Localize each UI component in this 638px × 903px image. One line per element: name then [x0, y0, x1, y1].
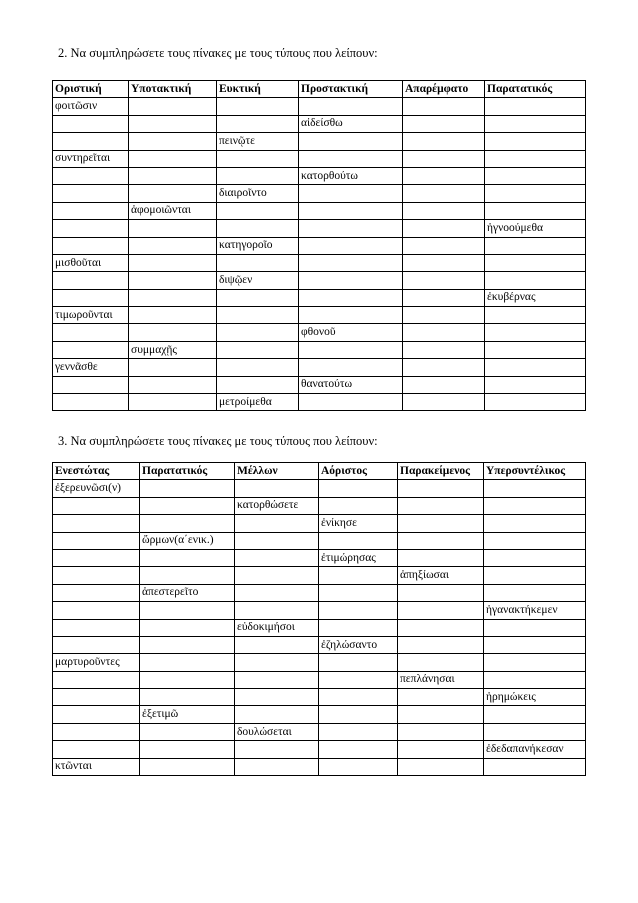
blank-answer-cell[interactable] [53, 532, 140, 549]
blank-answer-cell[interactable] [484, 758, 586, 775]
blank-answer-cell[interactable] [299, 272, 403, 289]
blank-answer-cell[interactable] [398, 549, 484, 566]
blank-answer-cell[interactable] [140, 619, 235, 636]
blank-answer-cell[interactable] [53, 602, 140, 619]
given-form-cell: αἰδείσθω [299, 115, 403, 132]
given-form-cell: εὐδοκιμήσοι [235, 619, 319, 636]
blank-answer-cell[interactable] [217, 150, 299, 167]
blank-answer-cell[interactable] [217, 202, 299, 219]
blank-answer-cell[interactable] [403, 289, 485, 306]
table-row [53, 254, 586, 271]
blank-answer-cell[interactable] [403, 272, 485, 289]
given-form-cell: τιμωροῦνται [53, 307, 129, 324]
blank-answer-cell[interactable] [53, 723, 140, 740]
blank-answer-cell[interactable] [299, 289, 403, 306]
column-header: Παρατατικός [140, 463, 235, 480]
blank-answer-cell[interactable] [53, 237, 129, 254]
blank-answer-cell[interactable] [319, 654, 398, 671]
blank-answer-cell[interactable] [235, 758, 319, 775]
blank-answer-cell[interactable] [319, 602, 398, 619]
blank-answer-cell[interactable] [403, 324, 485, 341]
blank-answer-cell[interactable] [403, 359, 485, 376]
blank-answer-cell[interactable] [485, 237, 586, 254]
blank-answer-cell[interactable] [398, 602, 484, 619]
blank-answer-cell[interactable] [484, 706, 586, 723]
blank-answer-cell[interactable] [235, 741, 319, 758]
blank-answer-cell[interactable] [235, 567, 319, 584]
blank-answer-cell[interactable] [129, 115, 217, 132]
blank-answer-cell[interactable] [484, 584, 586, 601]
table-row [53, 706, 586, 723]
blank-answer-cell[interactable] [484, 671, 586, 688]
given-form-cell: συμμαχῇς [129, 341, 217, 358]
given-form-cell: γεννᾶσθε [53, 359, 129, 376]
blank-answer-cell[interactable] [319, 584, 398, 601]
blank-answer-cell[interactable] [217, 359, 299, 376]
blank-answer-cell[interactable] [53, 220, 129, 237]
blank-answer-cell[interactable] [403, 341, 485, 358]
blank-answer-cell[interactable] [299, 237, 403, 254]
blank-answer-cell[interactable] [53, 515, 140, 532]
blank-answer-cell[interactable] [53, 289, 129, 306]
given-form-cell: ὥρμων(α΄ενικ.) [140, 532, 235, 549]
given-form-cell: ἠγνοούμεθα [485, 220, 586, 237]
blank-answer-cell[interactable] [129, 133, 217, 150]
given-form-cell: δουλώσεται [235, 723, 319, 740]
blank-answer-cell[interactable] [217, 289, 299, 306]
table-row [53, 272, 586, 289]
table-header-row [53, 463, 586, 480]
table-row [53, 741, 586, 758]
given-form-cell: μετροίμεθα [217, 394, 299, 411]
blank-answer-cell[interactable] [398, 689, 484, 706]
blank-answer-cell[interactable] [485, 202, 586, 219]
given-form-cell: ἐκυβέρνας [485, 289, 586, 306]
table-row [53, 515, 586, 532]
given-form-cell: φθονοῦ [299, 324, 403, 341]
blank-answer-cell[interactable] [485, 376, 586, 393]
blank-answer-cell[interactable] [53, 341, 129, 358]
blank-answer-cell[interactable] [403, 307, 485, 324]
blank-answer-cell[interactable] [129, 98, 217, 115]
blank-answer-cell[interactable] [485, 341, 586, 358]
table-row [53, 549, 586, 566]
blank-answer-cell[interactable] [140, 602, 235, 619]
blank-answer-cell[interactable] [485, 359, 586, 376]
given-form-cell: θανατούτω [299, 376, 403, 393]
blank-answer-cell[interactable] [484, 636, 586, 653]
blank-answer-cell[interactable] [484, 549, 586, 566]
blank-answer-cell[interactable] [53, 497, 140, 514]
blank-answer-cell[interactable] [299, 150, 403, 167]
blank-answer-cell[interactable] [140, 497, 235, 514]
table-row [53, 376, 586, 393]
blank-answer-cell[interactable] [319, 567, 398, 584]
blank-answer-cell[interactable] [217, 307, 299, 324]
blank-answer-cell[interactable] [217, 376, 299, 393]
table-row [53, 341, 586, 358]
blank-answer-cell[interactable] [403, 254, 485, 271]
table-header-row [53, 81, 586, 98]
blank-answer-cell[interactable] [235, 584, 319, 601]
blank-answer-cell[interactable] [485, 394, 586, 411]
blank-answer-cell[interactable] [235, 480, 319, 497]
given-form-cell: ἠγανακτήκεμεν [484, 602, 586, 619]
blank-answer-cell[interactable] [53, 185, 129, 202]
blank-answer-cell[interactable] [217, 341, 299, 358]
blank-answer-cell[interactable] [484, 567, 586, 584]
table-row [53, 497, 586, 514]
blank-answer-cell[interactable] [485, 185, 586, 202]
given-form-cell: ἐξερευνῶσι(ν) [53, 480, 140, 497]
table-row [53, 185, 586, 202]
table-row [53, 723, 586, 740]
blank-answer-cell[interactable] [140, 515, 235, 532]
blank-answer-cell[interactable] [403, 220, 485, 237]
blank-answer-cell[interactable] [299, 394, 403, 411]
blank-answer-cell[interactable] [235, 654, 319, 671]
blank-answer-cell[interactable] [235, 602, 319, 619]
blank-answer-cell[interactable] [319, 723, 398, 740]
given-form-cell: μισθοῦται [53, 254, 129, 271]
given-form-cell: ἐδεδαπανήκεσαν [484, 741, 586, 758]
blank-answer-cell[interactable] [235, 689, 319, 706]
table-row [53, 167, 586, 184]
blank-answer-cell[interactable] [398, 723, 484, 740]
given-form-cell: κατορθούτω [299, 167, 403, 184]
blank-answer-cell[interactable] [299, 98, 403, 115]
blank-answer-cell[interactable] [129, 394, 217, 411]
given-form-cell: κατορθώσετε [235, 497, 319, 514]
blank-answer-cell[interactable] [129, 359, 217, 376]
blank-answer-cell[interactable] [53, 567, 140, 584]
blank-answer-cell[interactable] [217, 254, 299, 271]
blank-answer-cell[interactable] [140, 671, 235, 688]
table-row [53, 202, 586, 219]
blank-answer-cell[interactable] [140, 654, 235, 671]
table-row [53, 307, 586, 324]
blank-answer-cell[interactable] [398, 532, 484, 549]
blank-answer-cell[interactable] [398, 654, 484, 671]
blank-answer-cell[interactable] [485, 98, 586, 115]
blank-answer-cell[interactable] [129, 220, 217, 237]
table-row [53, 619, 586, 636]
blank-answer-cell[interactable] [53, 376, 129, 393]
column-header: Υποτακτική [129, 81, 217, 98]
blank-answer-cell[interactable] [485, 307, 586, 324]
blank-answer-cell[interactable] [53, 202, 129, 219]
blank-answer-cell[interactable] [53, 272, 129, 289]
blank-answer-cell[interactable] [319, 706, 398, 723]
blank-answer-cell[interactable] [484, 723, 586, 740]
blank-answer-cell[interactable] [319, 758, 398, 775]
given-form-cell: ἀπηξίωσαι [398, 567, 484, 584]
column-header: Προστακτική [299, 81, 403, 98]
blank-answer-cell[interactable] [403, 133, 485, 150]
blank-answer-cell[interactable] [485, 254, 586, 271]
blank-answer-cell[interactable] [319, 532, 398, 549]
blank-answer-cell[interactable] [299, 185, 403, 202]
exercise-2-instruction: 2. Να συμπληρώσετε τους πίνακες με τους τύπους που λείπουν: [58, 46, 378, 60]
blank-answer-cell[interactable] [235, 515, 319, 532]
blank-answer-cell[interactable] [403, 115, 485, 132]
given-form-cell: ἀφομοιῶνται [129, 202, 217, 219]
given-form-cell: φοιτῶσιν [53, 98, 129, 115]
blank-answer-cell[interactable] [140, 480, 235, 497]
given-form-cell: ἀπεστερεῖτο [140, 584, 235, 601]
given-form-cell: μαρτυροῦντες [53, 654, 140, 671]
blank-answer-cell[interactable] [217, 167, 299, 184]
blank-answer-cell[interactable] [235, 671, 319, 688]
blank-answer-cell[interactable] [53, 549, 140, 566]
blank-answer-cell[interactable] [485, 150, 586, 167]
column-header: Υπερσυντέλικος [484, 463, 586, 480]
table-row [53, 359, 586, 376]
blank-answer-cell[interactable] [53, 133, 129, 150]
blank-answer-cell[interactable] [129, 307, 217, 324]
blank-answer-cell[interactable] [484, 480, 586, 497]
blank-answer-cell[interactable] [398, 758, 484, 775]
blank-answer-cell[interactable] [319, 689, 398, 706]
blank-answer-cell[interactable] [403, 376, 485, 393]
column-header: Απαρέμφατο [403, 81, 485, 98]
column-header: Ενεστώτας [53, 463, 140, 480]
blank-answer-cell[interactable] [217, 220, 299, 237]
blank-answer-cell[interactable] [299, 341, 403, 358]
given-form-cell: διψῷεν [217, 272, 299, 289]
given-form-cell: ἐξετιμῶ [140, 706, 235, 723]
blank-answer-cell[interactable] [235, 706, 319, 723]
blank-answer-cell[interactable] [129, 324, 217, 341]
blank-answer-cell[interactable] [319, 741, 398, 758]
blank-answer-cell[interactable] [398, 619, 484, 636]
blank-answer-cell[interactable] [484, 497, 586, 514]
blank-answer-cell[interactable] [403, 98, 485, 115]
blank-answer-cell[interactable] [129, 185, 217, 202]
blank-answer-cell[interactable] [484, 654, 586, 671]
given-form-cell: συντηρεῖται [53, 150, 129, 167]
given-form-cell: ἐνίκησε [319, 515, 398, 532]
blank-answer-cell[interactable] [299, 254, 403, 271]
blank-answer-cell[interactable] [129, 289, 217, 306]
table-row [53, 480, 586, 497]
blank-answer-cell[interactable] [484, 619, 586, 636]
blank-answer-cell[interactable] [299, 220, 403, 237]
blank-answer-cell[interactable] [53, 741, 140, 758]
blank-answer-cell[interactable] [53, 584, 140, 601]
blank-answer-cell[interactable] [403, 185, 485, 202]
blank-answer-cell[interactable] [140, 636, 235, 653]
blank-answer-cell[interactable] [299, 133, 403, 150]
table-row [53, 220, 586, 237]
column-header: Αόριστος [319, 463, 398, 480]
blank-answer-cell[interactable] [398, 497, 484, 514]
blank-answer-cell[interactable] [129, 167, 217, 184]
blank-answer-cell[interactable] [53, 706, 140, 723]
blank-answer-cell[interactable] [299, 359, 403, 376]
table-row [53, 671, 586, 688]
blank-answer-cell[interactable] [484, 532, 586, 549]
blank-answer-cell[interactable] [403, 202, 485, 219]
blank-answer-cell[interactable] [403, 237, 485, 254]
blank-answer-cell[interactable] [398, 741, 484, 758]
blank-answer-cell[interactable] [53, 167, 129, 184]
blank-answer-cell[interactable] [398, 584, 484, 601]
blank-answer-cell[interactable] [217, 115, 299, 132]
table-row [53, 289, 586, 306]
given-form-cell: ἐζηλώσαντο [319, 636, 398, 653]
table-row [53, 532, 586, 549]
blank-answer-cell[interactable] [398, 636, 484, 653]
blank-answer-cell[interactable] [403, 394, 485, 411]
exercise-2-table [52, 80, 586, 411]
exercise-3-table [52, 462, 586, 776]
blank-answer-cell[interactable] [140, 758, 235, 775]
blank-answer-cell[interactable] [129, 150, 217, 167]
blank-answer-cell[interactable] [129, 272, 217, 289]
given-form-cell: κτῶνται [53, 758, 140, 775]
column-header: Μέλλων [235, 463, 319, 480]
table-row [53, 394, 586, 411]
blank-answer-cell[interactable] [53, 619, 140, 636]
blank-answer-cell[interactable] [53, 671, 140, 688]
table-row [53, 150, 586, 167]
given-form-cell: ἠρημώκεις [484, 689, 586, 706]
blank-answer-cell[interactable] [235, 636, 319, 653]
given-form-cell: διαιροῖντο [217, 185, 299, 202]
given-form-cell: πεινῷτε [217, 133, 299, 150]
table-row [53, 636, 586, 653]
blank-answer-cell[interactable] [217, 324, 299, 341]
given-form-cell: πεπλάνησαι [398, 671, 484, 688]
blank-answer-cell[interactable] [485, 133, 586, 150]
blank-answer-cell[interactable] [53, 324, 129, 341]
table-row [53, 654, 586, 671]
column-header: Ευκτική [217, 81, 299, 98]
table-row [53, 115, 586, 132]
given-form-cell: κατηγοροῖο [217, 237, 299, 254]
column-header: Παρατατικός [485, 81, 586, 98]
blank-answer-cell[interactable] [398, 480, 484, 497]
blank-answer-cell[interactable] [140, 723, 235, 740]
blank-answer-cell[interactable] [235, 532, 319, 549]
table-row [53, 324, 586, 341]
blank-answer-cell[interactable] [299, 307, 403, 324]
blank-answer-cell[interactable] [129, 237, 217, 254]
blank-answer-cell[interactable] [319, 671, 398, 688]
blank-answer-cell[interactable] [485, 167, 586, 184]
blank-answer-cell[interactable] [53, 115, 129, 132]
blank-answer-cell[interactable] [299, 202, 403, 219]
blank-answer-cell[interactable] [319, 480, 398, 497]
table-row [53, 133, 586, 150]
table-row [53, 758, 586, 775]
blank-answer-cell[interactable] [53, 689, 140, 706]
blank-answer-cell[interactable] [140, 549, 235, 566]
column-header: Παρακείμενος [398, 463, 484, 480]
table-row [53, 584, 586, 601]
blank-answer-cell[interactable] [217, 98, 299, 115]
blank-answer-cell[interactable] [129, 254, 217, 271]
blank-answer-cell[interactable] [319, 497, 398, 514]
exercise-3-instruction: 3. Να συμπληρώσετε τους πίνακες με τους τύπους που λείπουν: [58, 434, 378, 448]
blank-answer-cell[interactable] [140, 741, 235, 758]
table-row [53, 689, 586, 706]
blank-answer-cell[interactable] [319, 619, 398, 636]
blank-answer-cell[interactable] [235, 549, 319, 566]
blank-answer-cell[interactable] [398, 706, 484, 723]
blank-answer-cell[interactable] [53, 636, 140, 653]
blank-answer-cell[interactable] [140, 567, 235, 584]
blank-answer-cell[interactable] [53, 394, 129, 411]
blank-answer-cell[interactable] [129, 376, 217, 393]
table-row [53, 567, 586, 584]
blank-answer-cell[interactable] [484, 515, 586, 532]
blank-answer-cell[interactable] [140, 689, 235, 706]
table-row [53, 602, 586, 619]
blank-answer-cell[interactable] [485, 324, 586, 341]
blank-answer-cell[interactable] [403, 167, 485, 184]
table-row [53, 237, 586, 254]
given-form-cell: ἐτιμώρησας [319, 549, 398, 566]
blank-answer-cell[interactable] [403, 150, 485, 167]
column-header: Οριστική [53, 81, 129, 98]
table-row [53, 98, 586, 115]
blank-answer-cell[interactable] [485, 272, 586, 289]
blank-answer-cell[interactable] [485, 115, 586, 132]
blank-answer-cell[interactable] [398, 515, 484, 532]
